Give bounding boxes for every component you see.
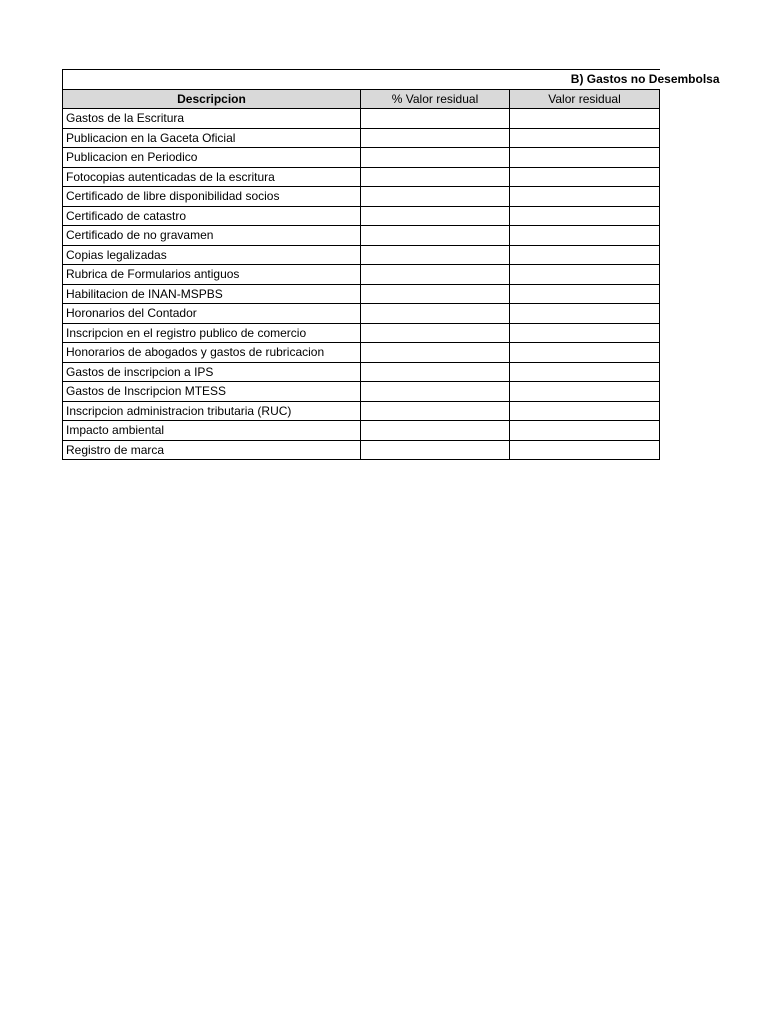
table-body	[63, 109, 660, 460]
cell-valor-residual[interactable]	[510, 148, 660, 168]
cell-descripcion[interactable]: Publicacion en la Gaceta Oficial	[63, 128, 361, 148]
table-row	[63, 206, 660, 226]
table-row	[63, 167, 660, 187]
cell-descripcion[interactable]: Rubrica de Formularios antiguos	[63, 265, 361, 285]
cell-pct-valor-residual[interactable]	[361, 148, 510, 168]
cell-pct-valor-residual[interactable]	[361, 265, 510, 285]
cell-descripcion[interactable]: Horonarios del Contador	[63, 304, 361, 324]
cell-descripcion[interactable]: Inscripcion en el registro publico de comercio	[63, 323, 361, 343]
table-row	[63, 401, 660, 421]
header-row	[63, 89, 660, 109]
cell-descripcion[interactable]: Impacto ambiental	[63, 421, 361, 441]
cell-pct-valor-residual[interactable]	[361, 226, 510, 246]
cell-valor-residual[interactable]	[510, 362, 660, 382]
column-header-pct-valor-residual: % Valor residual	[361, 89, 510, 109]
spreadsheet-section	[62, 69, 720, 460]
cell-valor-residual[interactable]	[510, 343, 660, 363]
cell-descripcion[interactable]: Gastos de inscripcion a IPS	[63, 362, 361, 382]
cell-pct-valor-residual[interactable]	[361, 421, 510, 441]
cell-descripcion[interactable]: Certificado de no gravamen	[63, 226, 361, 246]
table-title: B) Gastos no Desembolsa	[570, 72, 720, 87]
table-title-cell	[63, 70, 720, 90]
table-row	[63, 284, 660, 304]
cell-descripcion[interactable]: Copias legalizadas	[63, 245, 361, 265]
table-row	[63, 187, 660, 207]
table-row	[63, 362, 660, 382]
cell-descripcion[interactable]: Honorarios de abogados y gastos de rubricacion	[63, 343, 361, 363]
title-row	[63, 70, 660, 90]
cell-pct-valor-residual[interactable]	[361, 362, 510, 382]
cell-pct-valor-residual[interactable]	[361, 440, 510, 460]
cell-descripcion[interactable]: Gastos de la Escritura	[63, 109, 361, 129]
cell-pct-valor-residual[interactable]	[361, 401, 510, 421]
table-row	[63, 440, 660, 460]
cell-valor-residual[interactable]	[510, 109, 660, 129]
cell-pct-valor-residual[interactable]	[361, 382, 510, 402]
table-row	[63, 304, 660, 324]
cell-valor-residual[interactable]	[510, 421, 660, 441]
cell-valor-residual[interactable]	[510, 265, 660, 285]
cell-pct-valor-residual[interactable]	[361, 187, 510, 207]
cell-descripcion[interactable]: Registro de marca	[63, 440, 361, 460]
cell-pct-valor-residual[interactable]	[361, 206, 510, 226]
cell-descripcion[interactable]: Publicacion en Periodico	[63, 148, 361, 168]
cell-pct-valor-residual[interactable]	[361, 167, 510, 187]
table-row	[63, 421, 660, 441]
table-row	[63, 128, 660, 148]
column-header-valor-residual: Valor residual	[510, 89, 660, 109]
cell-valor-residual[interactable]	[510, 304, 660, 324]
table-row	[63, 265, 660, 285]
cell-pct-valor-residual[interactable]	[361, 323, 510, 343]
cell-valor-residual[interactable]	[510, 167, 660, 187]
cell-pct-valor-residual[interactable]	[361, 284, 510, 304]
cell-valor-residual[interactable]	[510, 245, 660, 265]
cell-pct-valor-residual[interactable]	[361, 304, 510, 324]
cell-pct-valor-residual[interactable]	[361, 128, 510, 148]
cell-valor-residual[interactable]	[510, 382, 660, 402]
cell-descripcion[interactable]: Certificado de libre disponibilidad socios	[63, 187, 361, 207]
cell-descripcion[interactable]: Habilitacion de INAN-MSPBS	[63, 284, 361, 304]
table-row	[63, 245, 660, 265]
cell-valor-residual[interactable]	[510, 284, 660, 304]
cell-valor-residual[interactable]	[510, 440, 660, 460]
cell-pct-valor-residual[interactable]	[361, 343, 510, 363]
cell-valor-residual[interactable]	[510, 187, 660, 207]
table-row	[63, 148, 660, 168]
table-row	[63, 226, 660, 246]
cell-valor-residual[interactable]	[510, 128, 660, 148]
cell-valor-residual[interactable]	[510, 206, 660, 226]
cell-descripcion[interactable]: Inscripcion administracion tributaria (RUC)	[63, 401, 361, 421]
cell-descripcion[interactable]: Fotocopias autenticadas de la escritura	[63, 167, 361, 187]
cell-descripcion[interactable]: Gastos de Inscripcion MTESS	[63, 382, 361, 402]
cell-pct-valor-residual[interactable]	[361, 109, 510, 129]
cell-pct-valor-residual[interactable]	[361, 245, 510, 265]
table-row	[63, 109, 660, 129]
table-row	[63, 323, 660, 343]
column-header-descripcion: Descripcion	[63, 89, 361, 109]
cell-valor-residual[interactable]	[510, 323, 660, 343]
cell-descripcion[interactable]: Certificado de catastro	[63, 206, 361, 226]
cell-valor-residual[interactable]	[510, 226, 660, 246]
table-row	[63, 343, 660, 363]
cell-valor-residual[interactable]	[510, 401, 660, 421]
gastos-table	[62, 69, 720, 460]
table-row	[63, 382, 660, 402]
